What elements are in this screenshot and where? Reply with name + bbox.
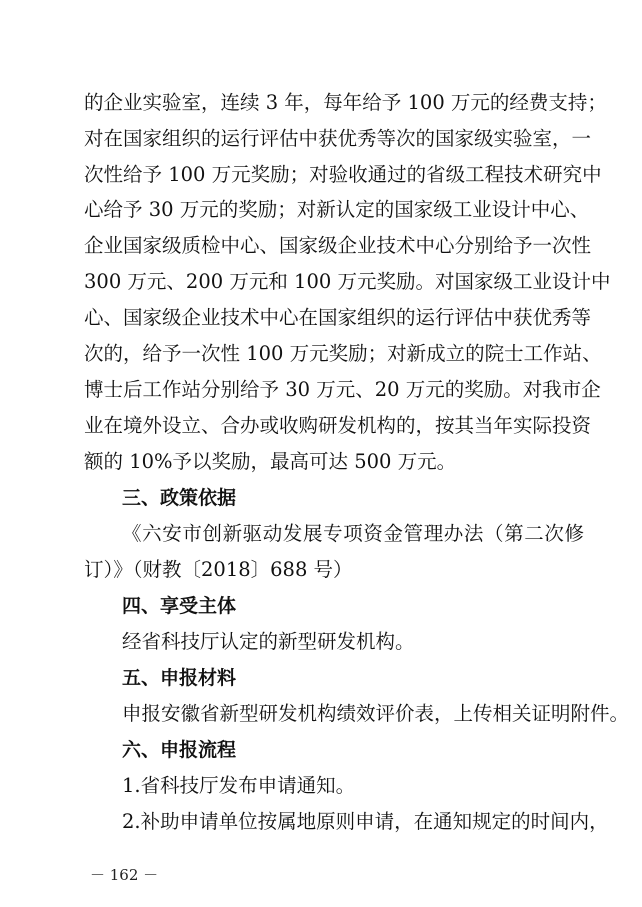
- paragraph-line: 的企业实验室，连续 3 年，每年给予 100 万元的经费支持；: [84, 91, 607, 114]
- application-materials-line: 申报安徽省新型研发机构绩效评价表，上传相关证明附件。: [122, 702, 630, 725]
- paragraph-line: 300 万元、200 万元和 100 万元奖励。对国家级工业设计中: [84, 270, 611, 293]
- paragraph-line: 业在境外设立、合办或收购研发机构的，按其当年实际投资: [84, 414, 592, 437]
- paragraph-line: 心、国家级企业技术中心在国家组织的运行评估中获优秀等: [84, 306, 592, 329]
- section-heading-application-process: 六、申报流程: [122, 739, 237, 761]
- page-number: － 162 －: [90, 866, 159, 884]
- paragraph-line: 对在国家组织的运行评估中获优秀等次的国家级实验室，一: [84, 127, 592, 150]
- policy-basis-line: 《六安市创新驱动发展专项资金管理办法（第二次修: [122, 522, 584, 545]
- paragraph-line: 博士后工作站分别给予 30 万元、20 万元的奖励。对我市企: [84, 378, 601, 401]
- paragraph-line: 心给予 30 万元的奖励；对新认定的国家级工业设计中心、: [84, 198, 590, 221]
- paragraph-line: 额的 10%予以奖励，最高可达 500 万元。: [84, 450, 457, 473]
- process-step-1: 1.省科技厅发布申请通知。: [122, 774, 356, 797]
- section-heading-application-materials: 五、申报材料: [122, 667, 237, 689]
- paragraph-line: 企业国家级质检中心、国家级企业技术中心分别给予一次性: [84, 234, 592, 257]
- policy-basis-line: 订）》（财教〔2018〕688 号）: [84, 558, 353, 581]
- section-heading-policy-basis: 三、政策依据: [122, 487, 237, 509]
- paragraph-line: 次性给予 100 万元奖励；对验收通过的省级工程技术研究中: [84, 163, 602, 186]
- section-heading-eligible-subject: 四、享受主体: [122, 595, 237, 617]
- eligible-subject-line: 经省科技厅认定的新型研发机构。: [122, 630, 415, 653]
- paragraph-line: 次的，给予一次性 100 万元奖励；对新成立的院士工作站、: [84, 342, 602, 365]
- process-step-2: 2.补助申请单位按属地原则申请，在通知规定的时间内，: [122, 810, 609, 833]
